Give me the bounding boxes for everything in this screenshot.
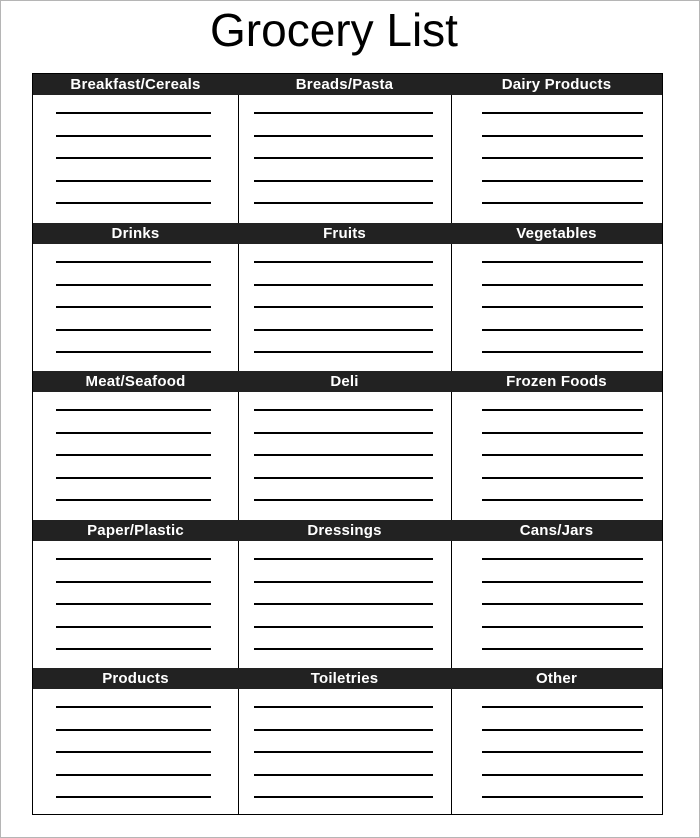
category-grid xyxy=(32,73,663,815)
category-section xyxy=(451,74,662,222)
write-in-line[interactable] xyxy=(56,454,211,456)
write-in-line[interactable] xyxy=(254,603,433,605)
write-in-line[interactable] xyxy=(56,157,211,159)
write-in-line[interactable] xyxy=(482,409,643,411)
write-in-line[interactable] xyxy=(56,135,211,137)
write-in-line[interactable] xyxy=(254,180,433,182)
write-in-line[interactable] xyxy=(254,202,433,204)
write-in-line[interactable] xyxy=(254,261,433,263)
category-header: Fruits xyxy=(238,223,451,244)
write-in-line[interactable] xyxy=(56,626,211,628)
write-in-line[interactable] xyxy=(56,477,211,479)
category-section xyxy=(238,520,451,668)
category-section xyxy=(33,520,238,668)
category-header: Breakfast/Cereals xyxy=(33,74,238,95)
write-in-line[interactable] xyxy=(56,261,211,263)
category-section xyxy=(451,668,662,816)
category-section xyxy=(238,668,451,816)
write-in-line[interactable] xyxy=(482,626,643,628)
write-in-line[interactable] xyxy=(254,157,433,159)
write-in-line[interactable] xyxy=(254,351,433,353)
write-in-line[interactable] xyxy=(254,409,433,411)
category-section xyxy=(33,223,238,371)
write-in-line[interactable] xyxy=(56,558,211,560)
write-in-line[interactable] xyxy=(254,774,433,776)
category-section xyxy=(451,371,662,519)
write-in-line[interactable] xyxy=(482,329,643,331)
write-in-line[interactable] xyxy=(56,648,211,650)
category-header: Breads/Pasta xyxy=(238,74,451,95)
write-in-line[interactable] xyxy=(254,477,433,479)
write-in-line[interactable] xyxy=(254,796,433,798)
write-in-line[interactable] xyxy=(254,729,433,731)
write-in-line[interactable] xyxy=(482,706,643,708)
category-section xyxy=(33,668,238,816)
write-in-line[interactable] xyxy=(482,796,643,798)
write-in-line[interactable] xyxy=(254,135,433,137)
write-in-line[interactable] xyxy=(482,157,643,159)
category-section xyxy=(33,74,238,222)
write-in-line[interactable] xyxy=(482,306,643,308)
write-in-line[interactable] xyxy=(482,729,643,731)
write-in-line[interactable] xyxy=(482,648,643,650)
write-in-line[interactable] xyxy=(56,351,211,353)
write-in-line[interactable] xyxy=(482,432,643,434)
write-in-line[interactable] xyxy=(482,202,643,204)
write-in-line[interactable] xyxy=(56,729,211,731)
category-section xyxy=(238,223,451,371)
write-in-line[interactable] xyxy=(254,706,433,708)
write-in-line[interactable] xyxy=(56,751,211,753)
write-in-line[interactable] xyxy=(482,351,643,353)
write-in-line[interactable] xyxy=(254,581,433,583)
write-in-line[interactable] xyxy=(56,329,211,331)
write-in-line[interactable] xyxy=(254,454,433,456)
write-in-line[interactable] xyxy=(254,306,433,308)
write-in-line[interactable] xyxy=(482,180,643,182)
category-header: Meat/Seafood xyxy=(33,371,238,392)
category-header: Deli xyxy=(238,371,451,392)
write-in-line[interactable] xyxy=(56,432,211,434)
write-in-line[interactable] xyxy=(254,499,433,501)
category-header: Vegetables xyxy=(451,223,662,244)
category-section xyxy=(238,74,451,222)
write-in-line[interactable] xyxy=(56,581,211,583)
write-in-line[interactable] xyxy=(56,202,211,204)
category-header: Frozen Foods xyxy=(451,371,662,392)
category-section xyxy=(451,223,662,371)
write-in-line[interactable] xyxy=(56,796,211,798)
category-header: Paper/Plastic xyxy=(33,520,238,541)
write-in-line[interactable] xyxy=(482,581,643,583)
write-in-line[interactable] xyxy=(254,284,433,286)
write-in-line[interactable] xyxy=(482,558,643,560)
write-in-line[interactable] xyxy=(482,477,643,479)
write-in-line[interactable] xyxy=(254,648,433,650)
write-in-line[interactable] xyxy=(482,135,643,137)
write-in-line[interactable] xyxy=(56,284,211,286)
write-in-line[interactable] xyxy=(56,180,211,182)
write-in-line[interactable] xyxy=(482,284,643,286)
category-section xyxy=(33,371,238,519)
category-section xyxy=(238,371,451,519)
write-in-line[interactable] xyxy=(56,409,211,411)
write-in-line[interactable] xyxy=(254,432,433,434)
write-in-line[interactable] xyxy=(56,499,211,501)
write-in-line[interactable] xyxy=(56,306,211,308)
write-in-line[interactable] xyxy=(254,329,433,331)
write-in-line[interactable] xyxy=(482,774,643,776)
category-header: Dressings xyxy=(238,520,451,541)
write-in-line[interactable] xyxy=(56,774,211,776)
category-header: Cans/Jars xyxy=(451,520,662,541)
category-header: Toiletries xyxy=(238,668,451,689)
write-in-line[interactable] xyxy=(56,706,211,708)
page-title: Grocery List xyxy=(210,4,458,56)
write-in-line[interactable] xyxy=(482,112,643,114)
category-header: Dairy Products xyxy=(451,74,662,95)
category-header: Drinks xyxy=(33,223,238,244)
write-in-line[interactable] xyxy=(56,603,211,605)
write-in-line[interactable] xyxy=(482,261,643,263)
write-in-line[interactable] xyxy=(254,558,433,560)
write-in-line[interactable] xyxy=(482,499,643,501)
write-in-line[interactable] xyxy=(254,626,433,628)
write-in-line[interactable] xyxy=(254,112,433,114)
write-in-line[interactable] xyxy=(56,112,211,114)
write-in-line[interactable] xyxy=(482,751,643,753)
write-in-line[interactable] xyxy=(254,751,433,753)
category-header: Other xyxy=(451,668,662,689)
write-in-line[interactable] xyxy=(482,454,643,456)
category-header: Products xyxy=(33,668,238,689)
write-in-line[interactable] xyxy=(482,603,643,605)
category-section xyxy=(451,520,662,668)
